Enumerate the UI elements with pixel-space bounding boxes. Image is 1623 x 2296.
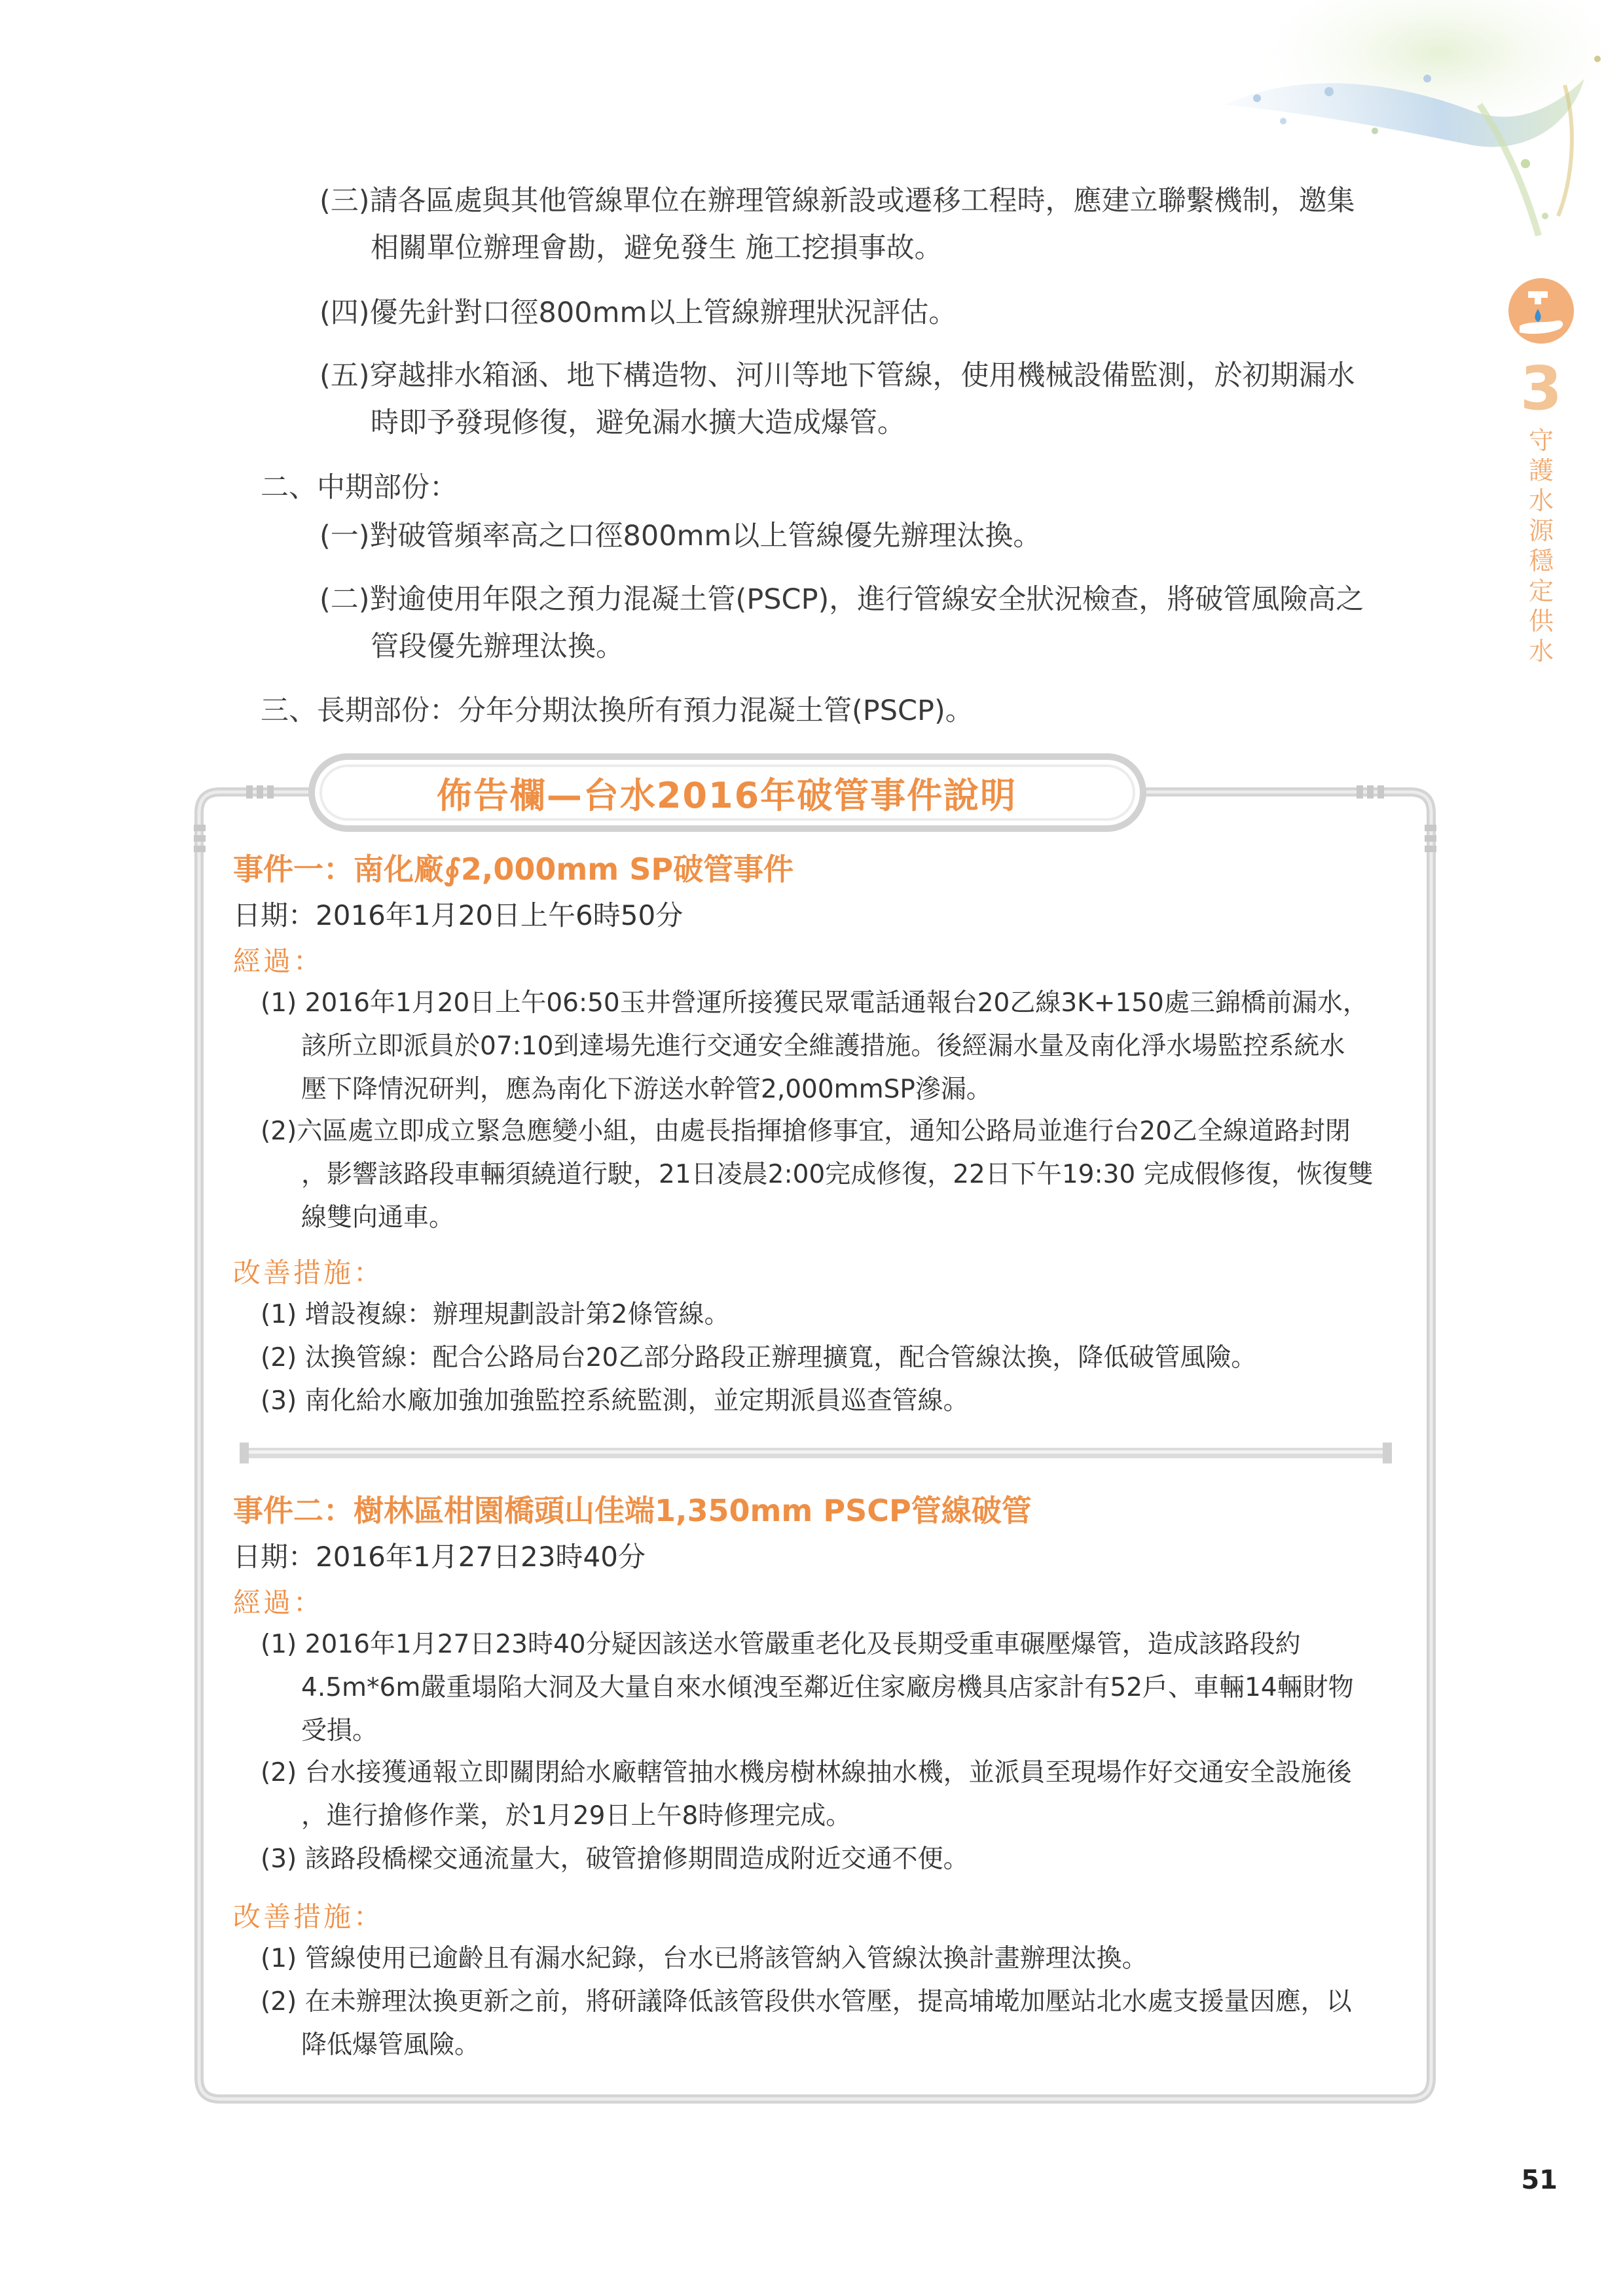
event-1-process-heading: 經過： — [233, 945, 324, 977]
text-line: 線雙向通車。 — [301, 1203, 455, 1232]
event-2-improve-heading: 改善措施： — [233, 1901, 384, 1933]
chapter-tab — [1505, 275, 1577, 666]
event-1-date: 日期：2016年1月20日上午6時50分 — [233, 899, 684, 931]
event-2-date: 日期：2016年1月27日23時40分 — [233, 1541, 646, 1573]
event-2-process-item — [261, 1751, 1352, 1838]
text-line: (2) 在未辦理汰換更新之前，將研議降低該管段供水管壓，提高埔墘加壓站北水處支援量因應，以 — [261, 1987, 1352, 2017]
event-1-process-item — [261, 1110, 1374, 1240]
event-1-title: 事件一：南化廠∮2,000mm SP破管事件 — [233, 852, 794, 887]
event-1-improve-item: (3) 南化給水廠加強加強監控系統監測，並定期派員巡查管線。 — [261, 1386, 969, 1416]
chapter-title-char: 護 — [1528, 456, 1554, 485]
event-1-improve-heading: 改善措施： — [233, 1257, 384, 1289]
event-1-improve-item: (2) 汰換管線：配合公路局台20乙部分路段正辦理擴寬，配合管線汰換，降低破管風險。 — [261, 1343, 1257, 1372]
chapter-title-char: 供 — [1528, 607, 1554, 636]
list-item-5 — [319, 352, 1355, 446]
water-tap-hand-icon — [1505, 275, 1577, 347]
text-line: 降低爆管風險。 — [301, 2030, 481, 2060]
section-heading-mid-term: 二、中期部份： — [261, 471, 458, 504]
chapter-title-char: 定 — [1528, 577, 1554, 605]
mid-item-1: (一)對破管頻率高之口徑800mm以上管線優先辦理汰換。 — [319, 520, 1042, 552]
event-1-improve-item: (1) 增設複線：辦理規劃設計第2條管線。 — [261, 1300, 730, 1329]
chapter-title-char: 水 — [1528, 486, 1554, 515]
text-line: (三)請各區處與其他管線單位在辦理管線新設或遷移工程時，應建立聯繫機制，邀集 — [319, 185, 1355, 217]
text-line: (1) 2016年1月27日23時40分疑因該送水管嚴重老化及長期受重車碾壓爆管，造成該路段約 — [261, 1630, 1301, 1659]
text-line: 相關單位辦理會勘，避免發生 施工挖損事故。 — [371, 232, 943, 264]
list-item-3 — [319, 177, 1355, 272]
chapter-title-char: 穩 — [1528, 547, 1554, 575]
text-line: 管段優先辦理汰換。 — [371, 630, 624, 663]
page-number: 51 — [1521, 2165, 1558, 2195]
mid-item-2 — [319, 576, 1364, 670]
event-2-title: 事件二：樹林區柑園橋頭山佳端1,350mm PSCP管線破管 — [233, 1493, 1032, 1528]
text-line: (1) 2016年1月20日上午06:50玉井營運所接獲民眾電話通報台20乙線3K+150處三錦橋前漏水， — [261, 988, 1368, 1018]
notice-board-title: 佈告欄—台水2016年破管事件說明 — [436, 774, 1017, 816]
text-line: ，影響該路段車輛須繞道行駛，21日凌晨2:00完成修復，22日下午19:30 完成假修復，恢復雙 — [301, 1160, 1374, 1189]
chapter-title-char: 水 — [1528, 637, 1554, 666]
event-2-process-item — [261, 1623, 1354, 1753]
text-line: 時即予發現修復，避免漏水擴大造成爆管。 — [371, 406, 905, 439]
text-line: (二)對逾使用年限之預力混凝土管(PSCP)，進行管線安全狀況檢查，將破管風險高之 — [319, 583, 1364, 616]
chapter-title-char: 守 — [1528, 426, 1554, 455]
text-line: 壓下降情況研判，應為南化下游送水幹管2,000mmSP滲漏。 — [301, 1075, 992, 1104]
text-line: 4.5m*6m嚴重塌陷大洞及大量自來水傾洩至鄰近住家廠房機具店家計有52戶、車輛14輛財物 — [301, 1673, 1354, 1702]
text-line: (五)穿越排水箱涵、地下構造物、河川等地下管線，使用機械設備監測，於初期漏水 — [319, 359, 1355, 392]
text-line: 該所立即派員於07:10到達場先進行交通安全維護措施。後經漏水量及南化淨水場監控系統水 — [301, 1031, 1345, 1061]
chapter-title — [1505, 425, 1577, 666]
event-2-improve-item: (1) 管線使用已逾齡且有漏水紀錄，台水已將該管納入管線汰換計畫辦理汰換。 — [261, 1944, 1148, 1973]
event-1-process-item — [261, 982, 1368, 1111]
list-item-4: (四)優先針對口徑800mm以上管線辦理狀況評估。 — [319, 296, 957, 329]
text-line: (2) 台水接獲通報立即關閉給水廠轄管抽水機房樹林線抽水機，並派員至現場作好交通安全設施後 — [261, 1758, 1352, 1787]
chapter-title-char: 源 — [1528, 516, 1554, 545]
section-heading-long-term: 三、長期部份：分年分期汰換所有預力混凝土管(PSCP)。 — [261, 694, 974, 727]
chapter-number: 3 — [1520, 353, 1562, 423]
event-2-improve-item — [261, 1981, 1352, 2067]
event-2-process-heading: 經過： — [233, 1587, 324, 1619]
text-line: 受損。 — [301, 1716, 378, 1746]
text-line: (2)六區處立即成立緊急應變小組，由處長指揮搶修事宜，通知公路局並進行台20乙全線道路封閉 — [261, 1117, 1351, 1146]
text-line: ，進行搶修作業，於1月29日上午8時修理完成。 — [301, 1801, 852, 1831]
event-2-process-item: (3) 該路段橋樑交通流量大，破管搶修期間造成附近交通不便。 — [261, 1844, 969, 1874]
